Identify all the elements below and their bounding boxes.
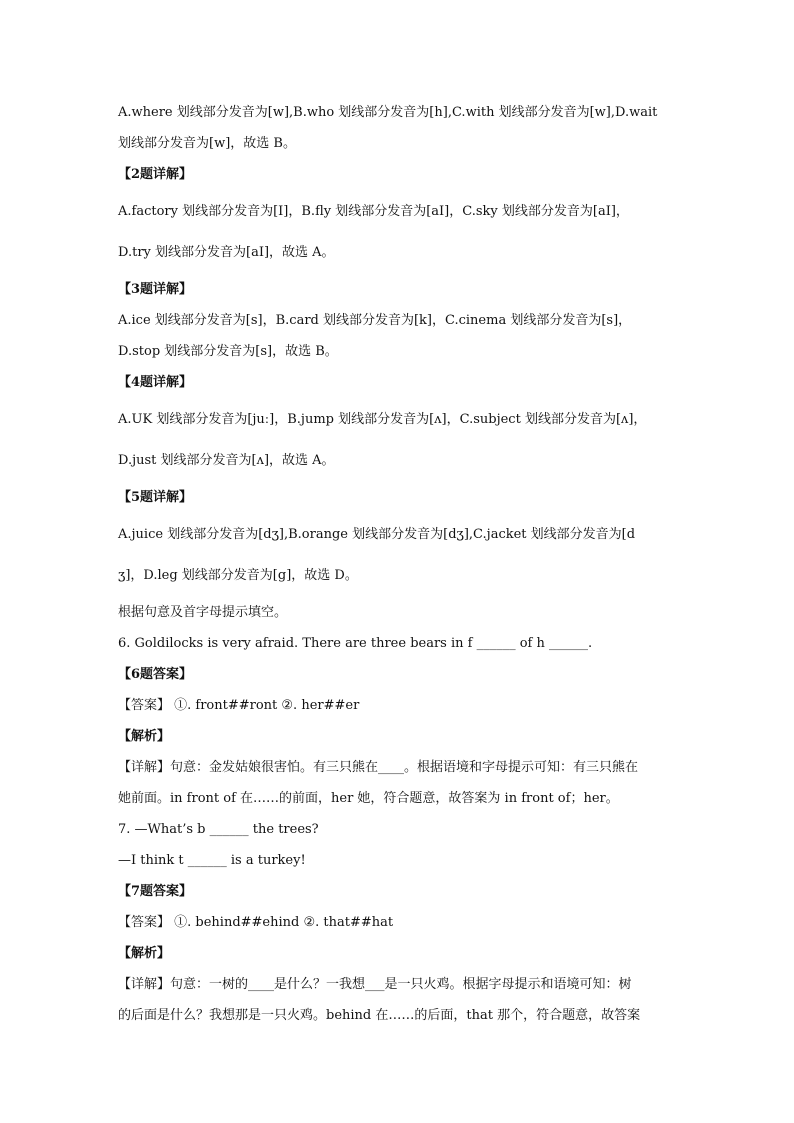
explanation-q4-line-2: D.just 划线部分发音为[ʌ]，故选 A。 [118,453,335,468]
q6-detail-line-2: 她前面。in front of 在……的前面，her 她，符合题意，故答案为 in front of；her。 [118,791,619,806]
q7-analysis-heading: 【解析】 [118,946,171,961]
explanation-q2-line-2: D.try 划线部分发音为[aI]，故选 A。 [118,245,335,260]
q6-answer-heading: 【6题答案】 [118,667,193,682]
section-instruction: 根据句意及首字母提示填空。 [118,605,288,620]
q7-answer: 【答案】 ①. behind##ehind ②. that##hat [118,915,394,930]
explanation-q2-line-1: A.factory 划线部分发音为[I]，B.fly 划线部分发音为[aI]，C.sky 划线部分发音为[aI]， [118,204,629,219]
question-7-line-1: 7. —What’s b ______ the trees? [118,822,319,837]
explanation-q4-line-1: A.UK 划线部分发音为[juː]，B.jump 划线部分发音为[ʌ]，C.subject 划线部分发音为[ʌ]， [118,412,647,427]
q7-answer-heading: 【7题答案】 [118,884,193,899]
explanation-q3-line-2: D.stop 划线部分发音为[s]，故选 B。 [118,344,338,359]
q7-detail-line-1: 【详解】句意：一树的____是什么？一我想___是一只火鸡。根据字母提示和语境可知：树 [118,977,632,992]
q4-detail-heading: 【4题详解】 [118,375,193,390]
q6-detail-line-1: 【详解】句意：金发姑娘很害怕。有三只熊在____。根据语境和字母提示可知：有三只熊在 [118,760,639,775]
q6-analysis-heading: 【解析】 [118,729,171,744]
q3-detail-heading: 【3题详解】 [118,282,193,297]
explanation-q5-line-1: A.juice 划线部分发音为[dʒ],B.orange 划线部分发音为[dʒ],C.jacket 划线部分发音为[d [118,527,636,542]
explanation-q1-line-1: A.where 划线部分发音为[w],B.who 划线部分发音为[h],C.with 划线部分发音为[w],D.wait [118,105,658,120]
question-7-line-2: —I think t ______ is a turkey! [118,853,306,868]
explanation-q3-line-1: A.ice 划线部分发音为[s]，B.card 划线部分发音为[k]，C.cinema 划线部分发音为[s]， [118,313,632,328]
q6-answer: 【答案】 ①. front##ront ②. her##er [118,698,360,713]
q2-detail-heading: 【2题详解】 [118,167,193,182]
explanation-q5-line-2: ʒ]，D.leg 划线部分发音为[g]，故选 D。 [118,568,358,583]
question-6: 6. Goldilocks is very afraid. There are three bears in f ______ of h ______. [118,636,593,651]
q5-detail-heading: 【5题详解】 [118,490,193,505]
explanation-q1-line-2: 划线部分发音为[w]，故选 B。 [118,136,296,151]
q7-detail-line-2: 的后面是什么？我想那是一只火鸡。behind 在……的后面，that 那个，符合题意，故答案 [118,1008,641,1023]
